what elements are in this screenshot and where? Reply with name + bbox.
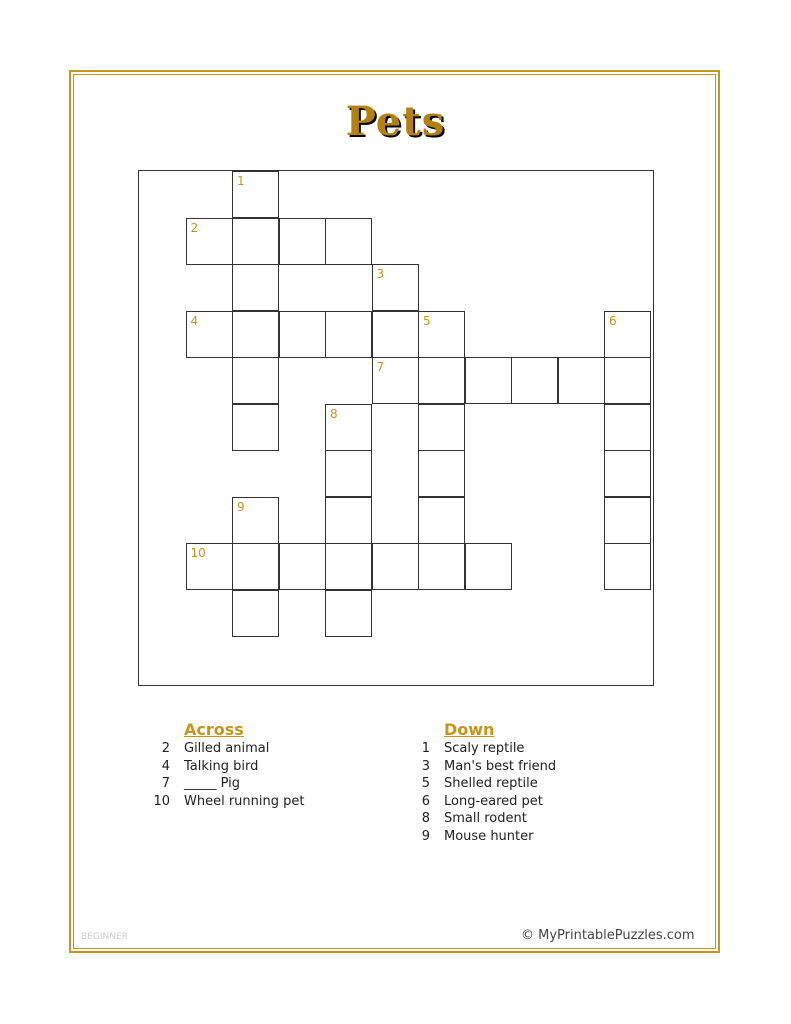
down-clue-number: 9	[421, 829, 430, 844]
crossword-cell[interactable]	[418, 404, 465, 451]
crossword-cell[interactable]	[232, 590, 279, 637]
crossword-cell[interactable]	[604, 311, 651, 358]
across-clue-text: Wheel running pet	[184, 793, 305, 809]
clue-number: 3	[376, 267, 385, 281]
crossword-cell[interactable]	[465, 543, 512, 590]
across-clue-text: Gilled animal	[184, 741, 270, 756]
down-clue-text: Scaly reptile	[444, 741, 525, 756]
crossword-cell[interactable]	[325, 311, 372, 358]
down-clue-text: Mouse hunter	[444, 829, 534, 844]
crossword-cell[interactable]	[418, 543, 465, 590]
across-clue-number: 2	[161, 741, 170, 756]
across-clue-text: Talking bird	[184, 758, 259, 774]
crossword-cell[interactable]	[418, 497, 465, 544]
down-clue-number: 6	[421, 793, 430, 809]
clue-number: 9	[237, 499, 245, 514]
clue-number: 2	[190, 220, 199, 235]
crossword-cell[interactable]	[325, 543, 372, 590]
crossword-cell[interactable]	[186, 311, 233, 358]
crossword-cell[interactable]	[558, 357, 605, 404]
crossword-cell[interactable]	[232, 543, 279, 590]
crossword-cell[interactable]	[232, 311, 279, 358]
clue-number: 4	[190, 313, 199, 328]
down-heading: Down	[444, 720, 495, 739]
crossword-cell[interactable]	[604, 357, 651, 404]
across-clue-number: 7	[161, 776, 170, 792]
down-clue-number: 3	[421, 758, 430, 774]
down-clue-number: 1	[421, 741, 430, 756]
across-clue-text: _____ Pig	[184, 776, 241, 792]
clue-number: 10	[190, 546, 206, 560]
across-clue-number: 4	[161, 758, 170, 774]
crossword-cell[interactable]	[325, 218, 372, 265]
crossword-cell[interactable]	[372, 264, 419, 311]
crossword-cell[interactable]	[372, 357, 419, 404]
crossword-cell[interactable]	[232, 357, 279, 404]
clue-number: 6	[609, 313, 617, 328]
crossword-cell[interactable]	[604, 543, 651, 590]
crossword-cell[interactable]	[232, 218, 279, 265]
crossword-cell[interactable]	[418, 311, 465, 358]
crossword-cell[interactable]	[232, 497, 279, 544]
across-clue-number: 10	[153, 793, 170, 809]
crossword-cell[interactable]	[232, 264, 279, 311]
crossword-cell[interactable]	[372, 311, 419, 358]
clue-number: 7	[376, 360, 385, 374]
crossword-cell[interactable]	[418, 450, 465, 497]
down-clue-text: Man's best friend	[444, 758, 557, 774]
crossword-cell[interactable]	[325, 404, 372, 451]
crossword-cell[interactable]	[186, 543, 233, 590]
puzzle-title: Pets	[345, 98, 446, 145]
across-heading: Across	[184, 720, 244, 739]
crossword-cell[interactable]	[511, 357, 558, 404]
down-clue-text: Shelled reptile	[444, 776, 538, 792]
crossword-cell[interactable]	[279, 543, 326, 590]
crossword-cell[interactable]	[418, 357, 465, 404]
crossword-cell[interactable]	[604, 404, 651, 451]
crossword-cell[interactable]	[325, 497, 372, 544]
clue-number: 8	[330, 406, 338, 421]
crossword-cell[interactable]	[604, 497, 651, 544]
down-clue-text: Small rodent	[444, 811, 527, 827]
clue-number: 1	[237, 174, 245, 188]
down-clue-number: 5	[421, 776, 430, 792]
difficulty-label: BEGINNER	[81, 932, 128, 942]
crossword-cell[interactable]	[372, 543, 419, 590]
crossword-cell[interactable]	[279, 311, 326, 358]
crossword-cell[interactable]	[325, 590, 372, 637]
down-clue-number: 8	[421, 811, 430, 827]
site-credit: © MyPrintablePuzzles.com	[521, 928, 695, 943]
crossword-cell[interactable]	[186, 218, 233, 265]
crossword-cell[interactable]	[279, 218, 326, 265]
crossword-cell[interactable]	[232, 404, 279, 451]
crossword-cell[interactable]	[325, 450, 372, 497]
crossword-cell[interactable]	[604, 450, 651, 497]
crossword-cell[interactable]	[465, 357, 512, 404]
crossword-cell[interactable]	[232, 171, 279, 218]
down-clue-text: Long-eared pet	[444, 793, 543, 809]
clue-number: 5	[423, 313, 431, 328]
